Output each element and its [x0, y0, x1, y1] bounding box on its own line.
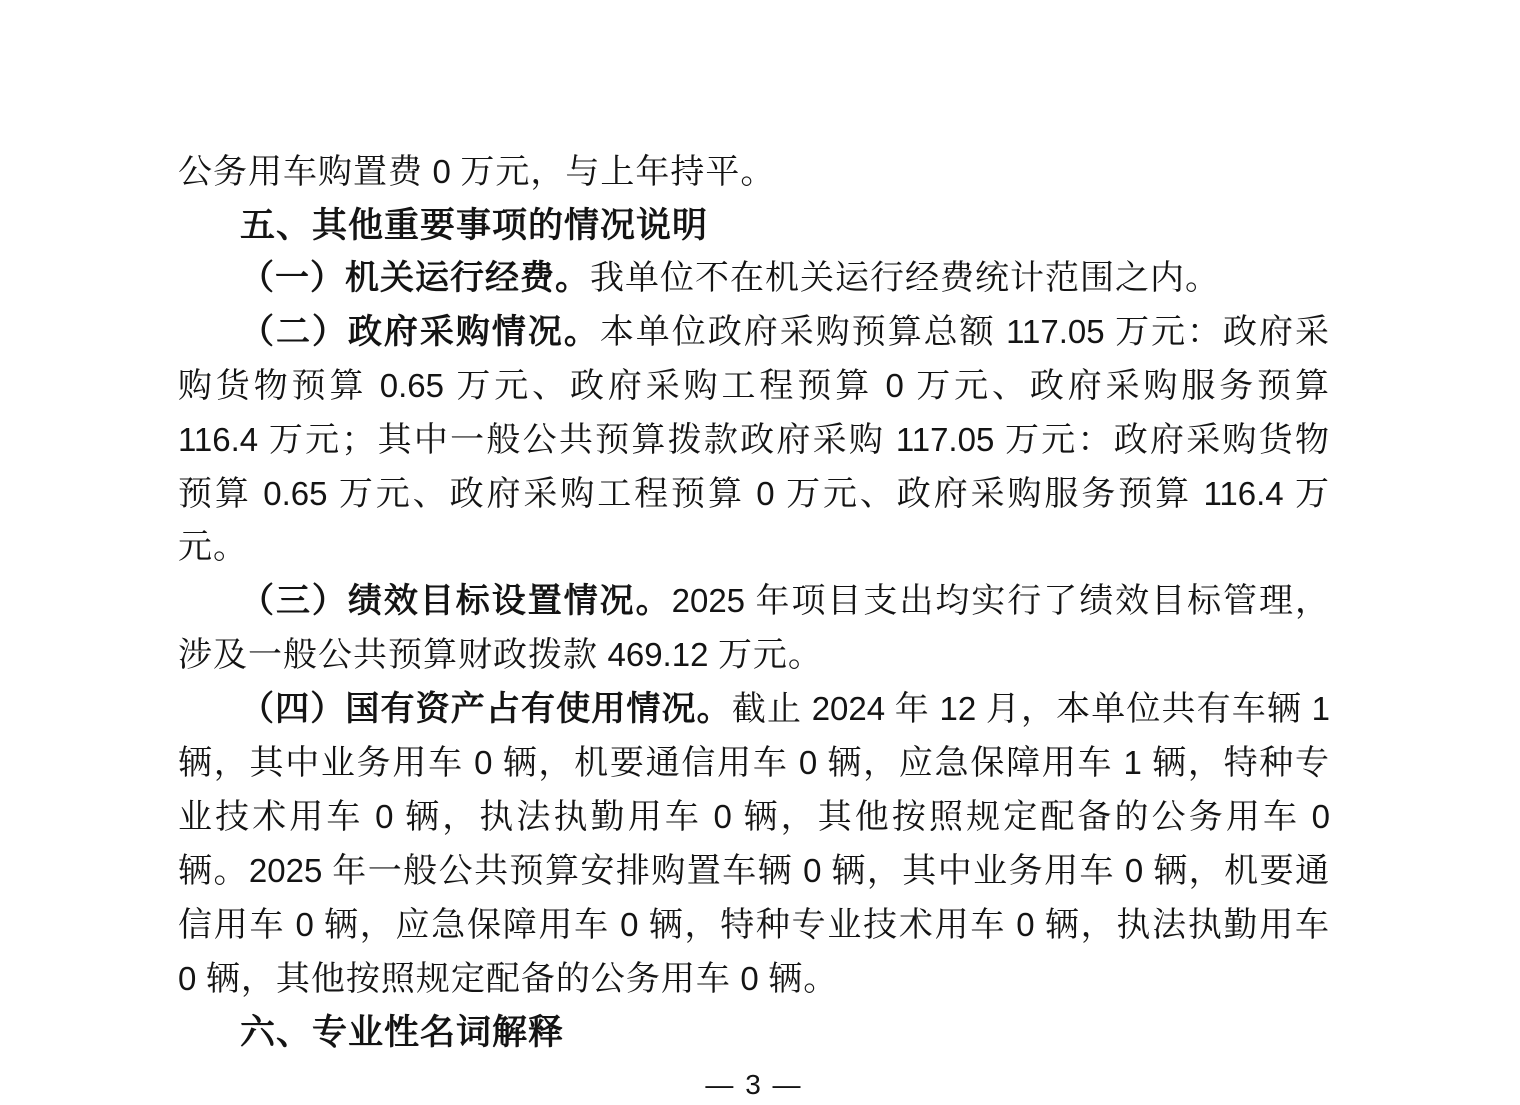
text-block — [178, 145, 1330, 1105]
item-4-lead: （四）国有资产占有使用情况。 — [240, 691, 732, 728]
numeric-value: 0 — [713, 798, 732, 835]
numeric-value: 0 — [432, 153, 451, 190]
item-2-lead: （二）政府采购情况。 — [240, 314, 600, 351]
numeric-value: 0 — [295, 906, 314, 943]
section6-heading-text: 六、专业性名词解释 — [240, 1013, 565, 1052]
paragraph-item-1 — [178, 252, 1330, 305]
numeric-value: 116.4 — [1203, 475, 1284, 512]
numeric-value: 0 — [1124, 852, 1144, 889]
numeric-value: 0.65 — [379, 367, 445, 404]
item-3-lead: （三）绩效目标设置情况。 — [240, 583, 672, 620]
numeric-value: 116.4 — [178, 421, 259, 458]
numeric-value: 0 — [885, 367, 904, 404]
numeric-value: 0 — [620, 906, 639, 943]
section5-heading-text: 五、其他重要事项的情况说明 — [240, 206, 709, 245]
numeric-value: 0 — [178, 960, 197, 997]
numeric-value: 0 — [1016, 906, 1035, 943]
numeric-value: 469.12 — [607, 636, 709, 673]
numeric-value: 2025 — [671, 582, 746, 619]
numeric-value: 0 — [756, 475, 775, 512]
numeric-value: 12 — [939, 690, 977, 727]
numeric-value: 1 — [1311, 690, 1331, 727]
numeric-value: 117.05 — [895, 421, 995, 458]
page-number-text: — 3 — — [705, 1069, 803, 1100]
numeric-value: 0 — [375, 798, 394, 835]
item-1-text: 我单位不在机关运行经费统计范围之内。 — [590, 260, 1220, 297]
item-1-lead: （一）机关运行经费。 — [240, 260, 590, 297]
numeric-value: 117.05 — [1006, 313, 1105, 350]
numeric-value: 2024 — [811, 690, 886, 727]
numeric-value: 1 — [1123, 744, 1142, 781]
item-4-text: 截止 2024 年 12 月，本单位共有车辆 1 辆，其中业务用车 0 辆，机要通信用车 0 辆，应急保障用车 1 辆，特种专业技术用车 0 辆，执法执勤用车 0 辆，其他按照规定配备的公务用车 0 辆。2025 年一般公共预算安排购置车辆 0 辆，其中业务用车 0 辆，机要通信用车 0 辆，应急保障用车 0 辆，特种专业技术用车 0 辆，执法执勤用车 0 辆，其他按照规定配备的公务用车 0 辆。 — [178, 690, 1331, 998]
paragraph-intro-tail — [178, 145, 1330, 199]
numeric-value: 2025 — [248, 852, 323, 889]
page-number — [178, 1065, 1330, 1105]
paragraph-item-4 — [178, 682, 1330, 1006]
paragraph-item-3 — [178, 574, 1330, 682]
section5-heading — [178, 199, 1330, 252]
paragraph-item-2 — [178, 305, 1330, 574]
numeric-value: 0 — [740, 960, 759, 997]
numeric-value: 0 — [798, 744, 818, 781]
intro-tail-text: 公务用车购置费 0 万元，与上年持平。 — [178, 153, 776, 191]
numeric-value: 0 — [1311, 798, 1331, 835]
item-2-text: 本单位政府采购预算总额 117.05 万元：政府采购货物预算 0.65 万元、政府采购工程预算 0 万元、政府采购服务预算 116.4 万元；其中一般公共预算拨款政府采购 117.05 万元：政府采购货物预算 0.65 万元、政府采购工程预算 0 万元、政府采购服务预算 116.4 万元。 — [178, 313, 1331, 566]
section6-heading — [178, 1006, 1330, 1059]
numeric-value: 0 — [474, 744, 493, 781]
item-3-text: 2025 年项目支出均实行了绩效目标管理，涉及一般公共预算财政拨款 469.12 万元。 — [178, 582, 1331, 674]
numeric-value: 0.65 — [263, 475, 328, 512]
numeric-value: 0 — [803, 852, 822, 889]
